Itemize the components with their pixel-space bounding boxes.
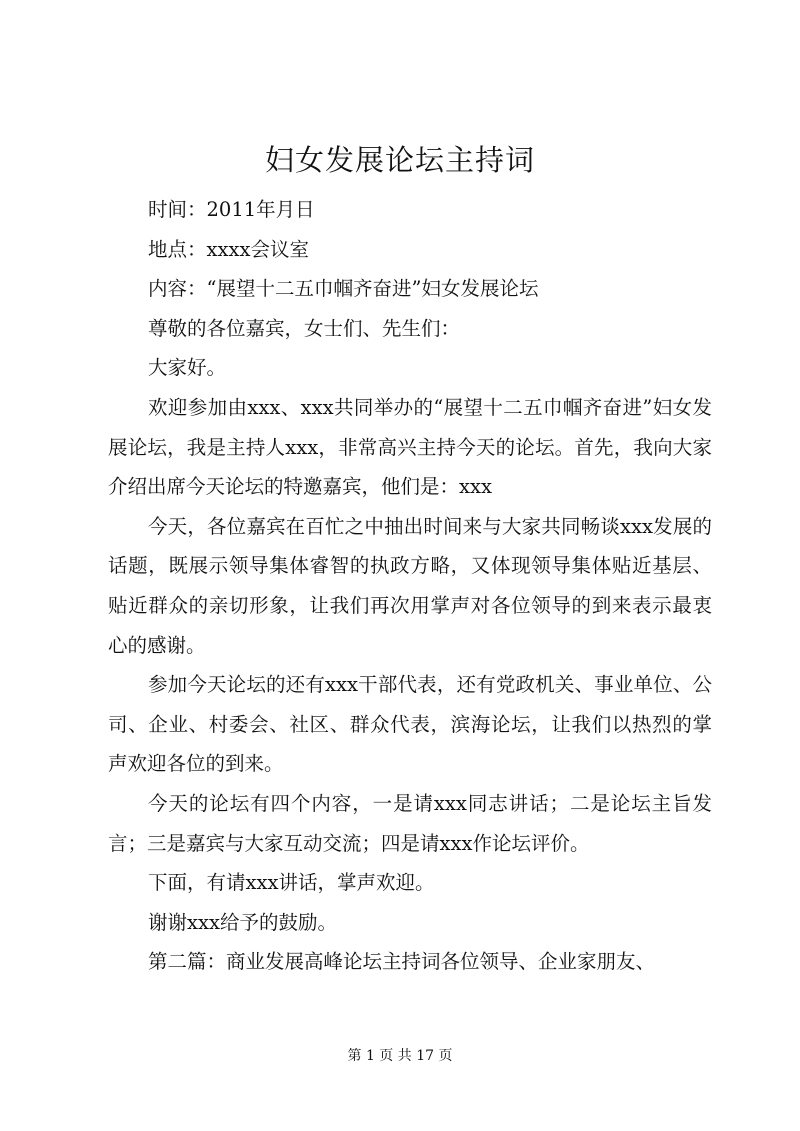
page-number-footer: 第 1 页 共 17 页 <box>347 1048 453 1064</box>
paragraph-agenda: 今天的论坛有四个内容，一是请xxx同志讲话；二是论坛主旨发言；三是嘉宾与大家互动交流；四是请xxx作论坛评价。 <box>108 791 712 855</box>
paragraph-time: 时间：2011年月日 <box>148 198 315 221</box>
paragraph-invite-speech: 下面，有请xxx讲话，掌声欢迎。 <box>148 871 435 895</box>
paragraph-content: 内容：“展望十二五巾帼齐奋进”妇女发展论坛 <box>148 277 539 301</box>
paragraph-salutation: 尊敬的各位嘉宾，女士们、先生们： <box>148 316 461 340</box>
paragraph-guests: 今天，各位嘉宾在百忙之中抽出时间来与大家共同畅谈xxx发展的话题，既展示领导集体睿智的执政方略，又体现领导集体贴近基层、贴近群众的亲切形象，让我们再次用掌声对各位领导的到来表示最衷心的感谢。 <box>108 514 712 657</box>
paragraph-welcome: 欢迎参加由xxx、xxx共同举办的“展望十二五巾帼齐奋进”妇女发展论坛，我是主持人xxx，非常高兴主持今天的论坛。首先，我向大家介绍出席今天论坛的特邀嘉宾，他们是：xxx <box>108 395 712 499</box>
paragraph-location: 地点：xxxx会议室 <box>148 237 309 261</box>
paragraph-thanks: 谢谢xxx给予的鼓励。 <box>148 910 337 934</box>
paragraph-attendees: 参加今天论坛的还有xxx干部代表，还有党政机关、事业单位、公司、企业、村委会、社区、群众代表，滨海论坛，让我们以热烈的掌声欢迎各位的到来。 <box>108 673 712 776</box>
document-body <box>108 190 712 982</box>
document-title: 妇女发展论坛主持词 <box>264 143 535 177</box>
paragraph-greeting: 大家好。 <box>148 356 227 380</box>
paragraph-second-article: 第二篇：商业发展高峰论坛主持词各位领导、企业家朋友、 <box>148 950 656 974</box>
